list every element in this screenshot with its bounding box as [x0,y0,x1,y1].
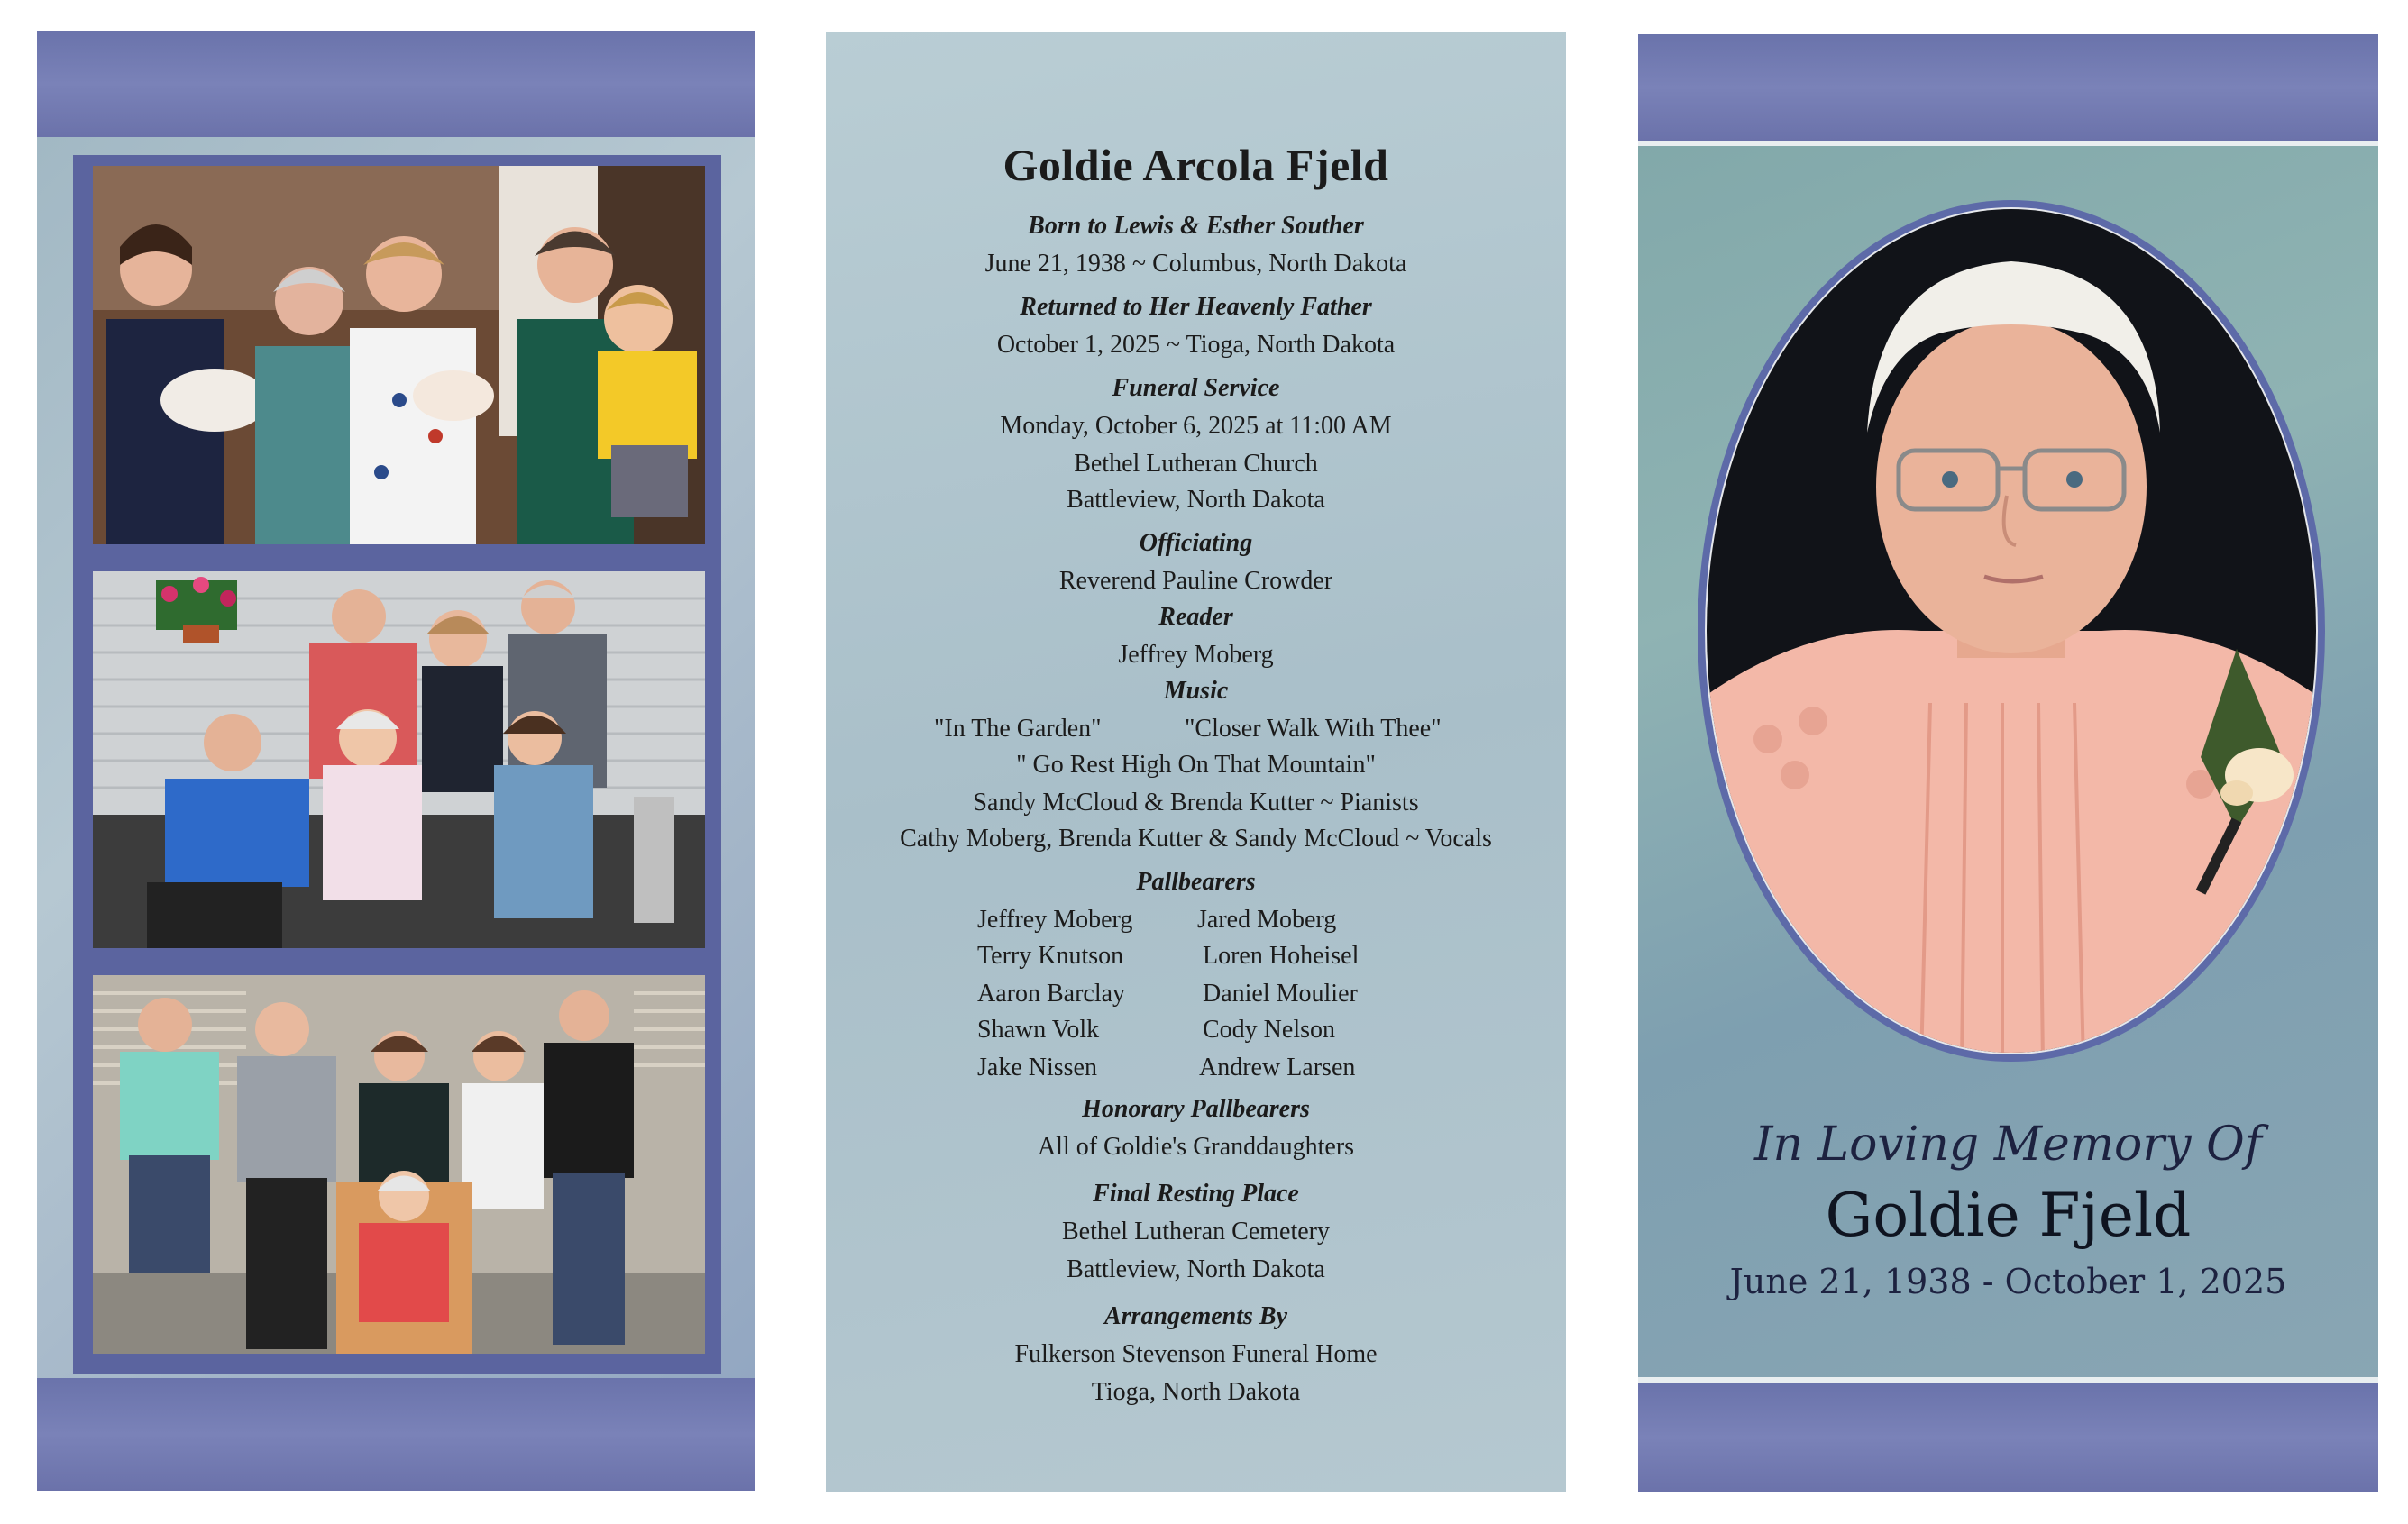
pallbearer: Jeffrey Moberg [977,906,1133,934]
music-pianists: Sandy McCloud & Brenda Kutter ~ Pianists [973,789,1419,817]
funeral-home: Fulkerson Stevenson Funeral Home [1014,1340,1378,1368]
pallbearers-heading: Pallbearers [1136,868,1256,896]
returned-detail: October 1, 2025 ~ Tioga, North Dakota [996,331,1396,359]
service-venue: Bethel Lutheran Church [1074,450,1318,478]
top-band [1638,34,2378,141]
pallbearer: Shawn Volk [977,1016,1100,1044]
honorary-heading: Honorary Pallbearers [1082,1095,1310,1123]
life-dates: June 21, 1938 - October 1, 2025 [1729,1262,2287,1301]
pallbearer: Cody Nelson [1203,1016,1335,1044]
reader-heading: Reader [1158,603,1233,631]
music-heading: Music [1163,677,1229,705]
music-vocals: Cathy Moberg, Brenda Kutter & Sandy McCloud ~ Vocals [900,825,1492,853]
family-photo-2 [93,571,705,948]
family-photo-1 [93,166,705,544]
music-song-3: " Go Rest High On That Mountain" [1016,751,1376,779]
pallbearer: Aaron Barclay [977,980,1126,1008]
service-datetime: Monday, October 6, 2025 at 11:00 AM [1000,412,1392,440]
music-song-1: "In The Garden" [934,715,1102,743]
resting-location: Battleview, North Dakota [1067,1255,1325,1283]
bottom-band [1638,1383,2378,1492]
born-heading: Born to Lewis & Esther Souther [1028,212,1364,240]
funeral-home-location: Tioga, North Dakota [1091,1378,1301,1406]
service-heading: Funeral Service [1112,374,1280,402]
service-location: Battleview, North Dakota [1067,486,1325,514]
pallbearer: Jared Moberg [1197,906,1337,934]
returned-heading: Returned to Her Heavenly Father [1020,293,1372,321]
photo-collage-panel [37,31,755,1491]
divider [1638,141,2378,146]
born-detail: June 21, 1938 ~ Columbus, North Dakota [984,250,1407,278]
top-band [37,31,755,137]
officiating-name: Reverend Pauline Crowder [1058,567,1333,595]
bottom-band [37,1378,755,1491]
pallbearer: Andrew Larsen [1199,1054,1356,1081]
pallbearer: Loren Hoheisel [1203,942,1360,970]
family-photo-3 [93,975,705,1354]
pallbearer: Terry Knutson [977,942,1124,970]
front-cover-panel [1638,34,2378,1492]
portrait-photo [1696,198,2327,1063]
music-song-2: "Closer Walk With Thee" [1185,715,1442,743]
honorary-detail: All of Goldie's Granddaughters [1037,1133,1355,1161]
deceased-full-name: Goldie Arcola Fjeld [1003,140,1389,190]
memory-heading: In Loving Memory Of [1754,1118,2262,1172]
pallbearer: Daniel Moulier [1203,980,1358,1008]
deceased-name: Goldie Fjeld [1825,1181,2192,1250]
officiating-heading: Officiating [1139,529,1253,557]
arrangements-heading: Arrangements By [1103,1302,1288,1330]
resting-place: Bethel Lutheran Cemetery [1062,1218,1330,1246]
pallbearer: Jake Nissen [977,1054,1097,1081]
resting-heading: Final Resting Place [1093,1180,1299,1208]
reader-name: Jeffrey Moberg [1118,641,1274,669]
service-program-panel [826,32,1566,1492]
